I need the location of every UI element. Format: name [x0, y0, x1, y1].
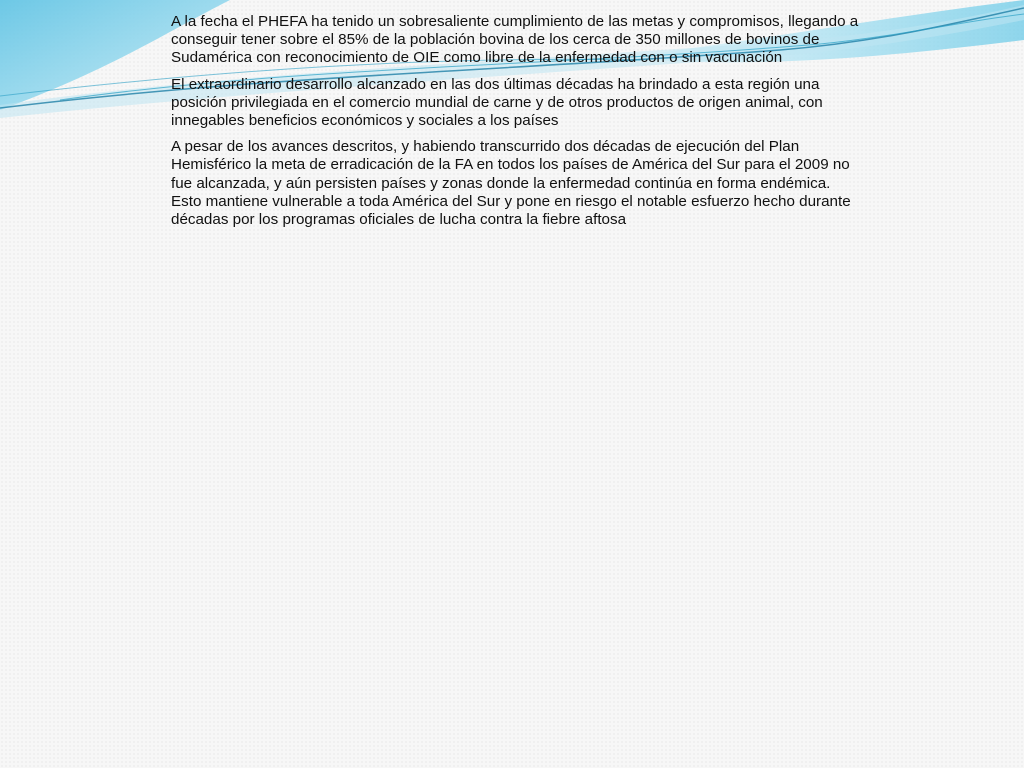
- paragraph-1: A la fecha el PHEFA ha tenido un sobresaliente cumplimiento de las metas y compromisos, llegando a conseguir tener sobre el 85% de la población bovina de los cerca de 350 millones de bovinos de Sudamérica con reconocimiento de OIE como libre de la enfermedad con o sin vacunación: [171, 13, 859, 67]
- paragraph-2: El extraordinario desarrollo alcanzado en las dos últimas décadas ha brindado a esta región una posición privilegiada en el comercio mundial de carne y de otros productos de origen animal, con innegables beneficios económicos y sociales a los países: [171, 75, 823, 130]
- body-text: [171, 13, 861, 237]
- paragraph-3: A pesar de los avances descritos, y habiendo transcurrido dos décadas de ejecución del Plan Hemisférico la meta de erradicación de la FA en todos los países de América del Sur para el 2009 no fue alcanzada, y aún persisten países y zonas donde la enfermedad continúa en forma endémica. Esto mantiene vulnerable a toda América del Sur y pone en riesgo el notable esfuerzo hecho durante décadas por los programas oficiales de lucha contra la fiebre aftosa: [171, 138, 851, 229]
